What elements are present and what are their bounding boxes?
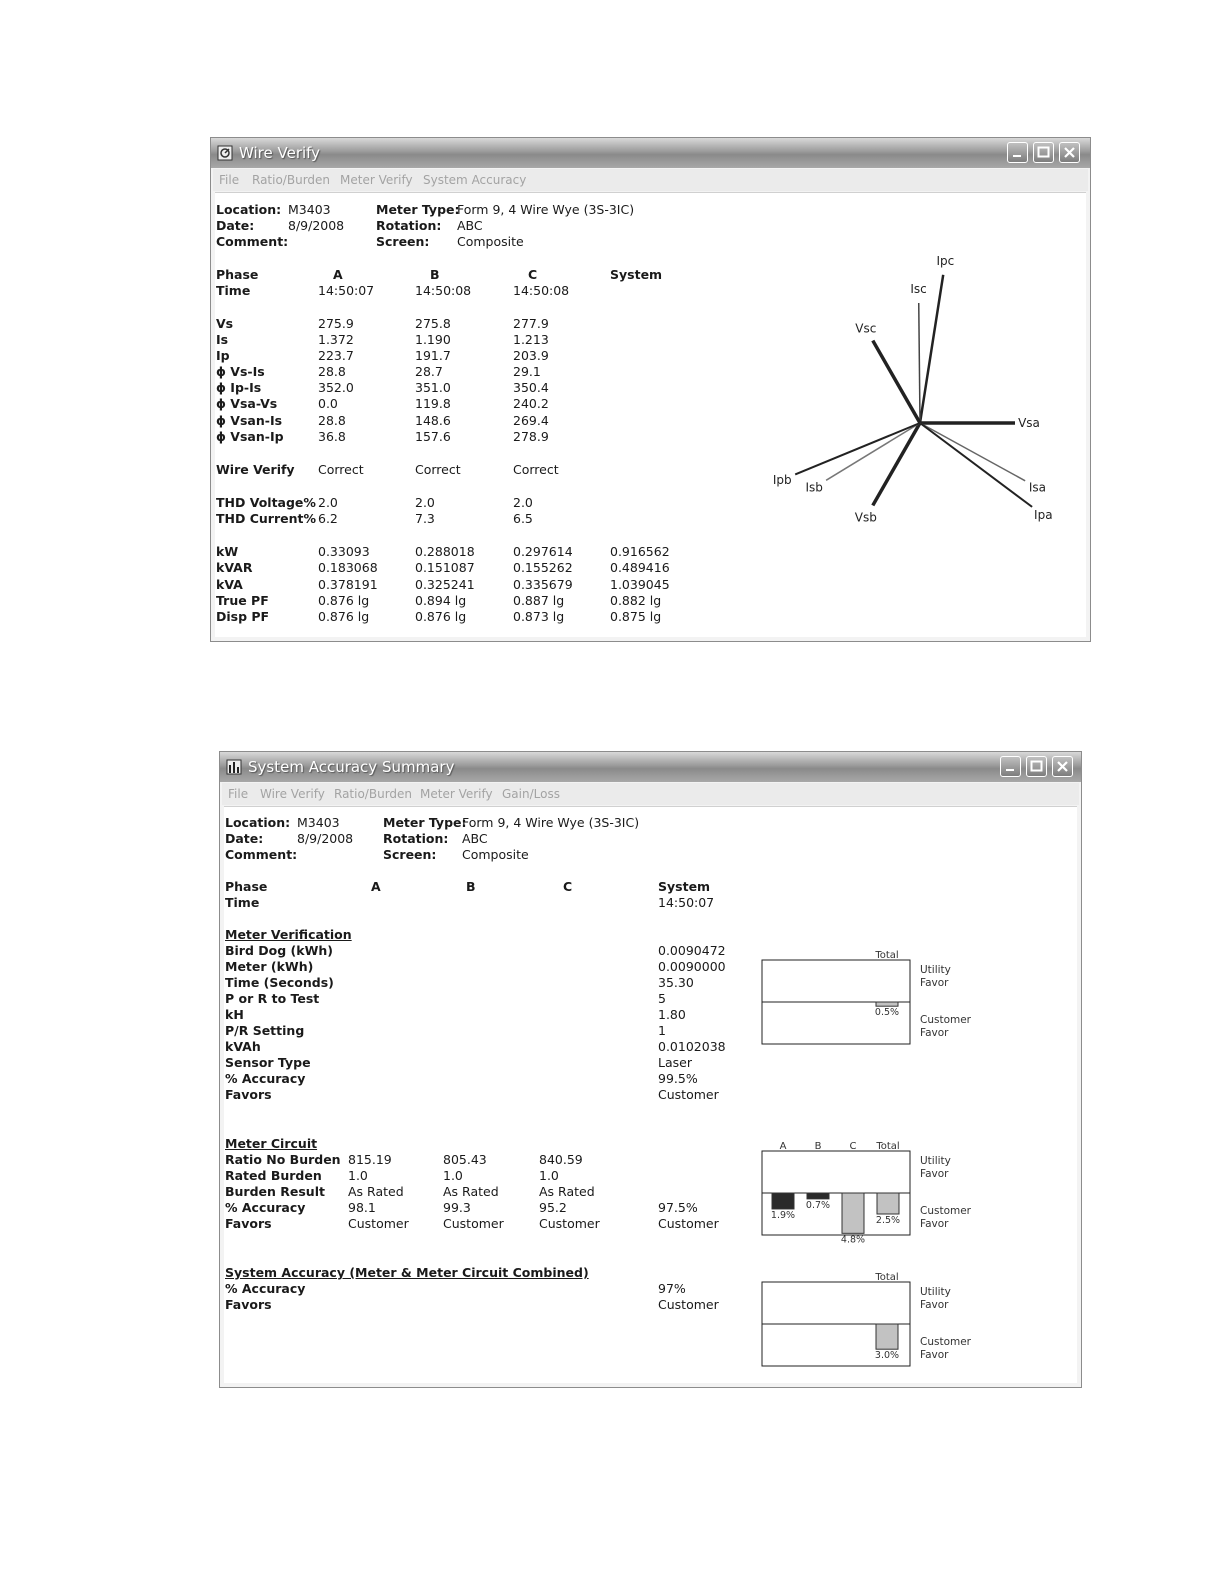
meter-verification-heading: Meter Verification [225,927,352,942]
date-label: Date: [216,218,255,233]
row-label: P or R to Test [225,991,320,1006]
cell-a: 1.0 [348,1168,368,1183]
meter-type-label: Meter Type: [376,202,460,217]
meter-circuit-heading: Meter Circuit [225,1136,318,1151]
cell-a: 275.9 [318,316,354,331]
row-label: Rated Burden [225,1168,322,1183]
svg-text:Vsb: Vsb [854,510,877,525]
cell-a: 0.183068 [318,560,378,575]
cell-b: 99.3 [443,1200,471,1215]
bar-b [807,1193,829,1199]
cell-b: 0.894 lg [415,593,467,608]
cell-c: 29.1 [513,364,541,379]
screen-value: Composite [457,234,524,249]
row-label: ϕ Vsan-Ip [216,429,284,444]
cell-b: 14:50:08 [415,283,472,298]
cell-b: As Rated [443,1184,499,1199]
row-label: THD Current% [216,511,316,526]
menu-gain-loss[interactable]: Gain/Loss [502,787,560,801]
system-accuracy-menubar [222,783,1079,805]
legend-customer: Customer [920,1014,972,1026]
cell-system: Customer [658,1297,719,1312]
cell-c: 240.2 [513,396,549,411]
menu-wire-verify[interactable]: Wire Verify [260,787,325,801]
row-label: Sensor Type [225,1055,311,1070]
phasor-diagram [760,253,1060,563]
value-label-b: 0.7% [805,1199,831,1211]
col-system: System [610,267,663,282]
cell-b: 1.0 [443,1168,463,1183]
combined-heading: System Accuracy (Meter & Meter Circuit Combined) [225,1265,589,1280]
legend-utility: Utility [920,964,951,976]
col-a: A [371,879,381,894]
row-label: Vs [216,316,234,331]
legend-customer-favor: Favor [920,1027,949,1039]
row-label: P/R Setting [225,1023,305,1038]
maximize-button[interactable] [1033,142,1054,163]
system-accuracy-window [219,751,1082,1388]
cell-system: 1.80 [658,1007,686,1022]
cell-c: 350.4 [513,380,549,395]
cell-a: 0.0 [318,396,338,411]
cell-a: 815.19 [348,1152,392,1167]
cell-b: 805.43 [443,1152,487,1167]
bar-total [876,1002,898,1006]
legend-utility-favor: Favor [920,977,949,989]
category-label-c: C [849,1141,857,1152]
minimize-button[interactable] [1007,142,1028,163]
menu-meter-verify[interactable]: Meter Verify [420,787,493,801]
bar-chart-icon [226,759,242,775]
system-accuracy-titlebar[interactable] [220,752,1081,782]
row-label: kW [216,544,239,559]
svg-text:Vsc: Vsc [855,321,877,336]
cell-b: 157.6 [415,429,451,444]
wire-verify-menubar [213,169,1088,191]
row-label: Is [216,332,229,347]
legend-utility: Utility [920,1155,951,1167]
wire-verify-content [215,192,1086,637]
row-label: Time [216,283,251,298]
cell-a: 0.876 lg [318,609,370,624]
menu-file[interactable]: File [228,787,249,801]
cell-system: Customer [658,1087,719,1102]
legend-utility: Utility [920,1286,951,1298]
row-label: ϕ Ip-Is [216,380,262,395]
row-label: Disp PF [216,609,270,624]
svg-text:Isc: Isc [910,282,927,297]
cell-system: 0.0090000 [658,959,726,974]
cell-a: 0.33093 [318,544,370,559]
phasor-Vsc [855,321,920,423]
cell-system: 97% [658,1281,686,1296]
svg-text:Isb: Isb [805,480,823,495]
row-label: Time (Seconds) [225,975,334,990]
meter-circuit-chart [754,1133,979,1246]
rotation-value: ABC [462,831,488,846]
cell-b: 7.3 [415,511,435,526]
cell-b: 191.7 [415,348,451,363]
location-label: Location: [216,202,282,217]
cell-c: 840.59 [539,1152,583,1167]
cell-c: 0.335679 [513,577,573,592]
cell-b: Customer [443,1216,504,1231]
close-button[interactable] [1052,756,1073,777]
row-label: Wire Verify [216,462,295,477]
bar-a [772,1193,794,1209]
wire-verify-window [210,137,1091,642]
cell-c: 2.0 [513,495,533,510]
cell-c: 203.9 [513,348,549,363]
menu-meter-verify[interactable]: Meter Verify [340,173,413,187]
phasor-Vsa [920,416,1040,430]
cell-c: 278.9 [513,429,549,444]
legend-customer-favor: Favor [920,1218,949,1230]
phasor-Vsb [855,423,920,525]
cell-c: Correct [513,462,559,477]
cell-b: 1.190 [415,332,451,347]
value-label-total: 2.5% [875,1215,901,1226]
value-label-total: 0.5% [874,1007,900,1019]
cell-system: 1 [658,1023,666,1038]
cell-system: 0.0102038 [658,1039,726,1054]
cell-b: 0.325241 [415,577,475,592]
cell-system: Customer [658,1216,719,1231]
rotation-value: ABC [457,218,483,233]
row-label: Favors [225,1087,272,1102]
category-label-a: A [779,1141,787,1152]
svg-text:Ipa: Ipa [1034,508,1053,523]
col-b: B [466,879,476,894]
screen-label: Screen: [383,847,437,862]
row-label: ϕ Vsa-Vs [216,396,278,411]
cell-a: 6.2 [318,511,338,526]
row-label: kVAR [216,560,253,575]
row-label: kVA [216,577,243,592]
row-label: True PF [216,593,269,608]
legend-utility-favor: Favor [920,1299,949,1311]
cell-c: 95.2 [539,1200,567,1215]
cell-a: 223.7 [318,348,354,363]
meter-type-value: Form 9, 4 Wire Wye (3S-3IC) [462,815,640,830]
cell-system: 99.5% [658,1071,698,1086]
row-label: Ratio No Burden [225,1152,341,1167]
cell-c: 277.9 [513,316,549,331]
svg-text:Isa: Isa [1028,480,1047,495]
rotation-label: Rotation: [376,218,442,233]
meter-verification-chart [754,942,979,1052]
category-label-total: Total [875,1272,899,1283]
cell-a: 2.0 [318,495,338,510]
screen-value: Composite [462,847,529,862]
svg-text:Vsa: Vsa [1018,416,1040,430]
value-label-a: 1.9% [770,1209,796,1221]
row-label: % Accuracy [225,1200,306,1215]
time-system: 14:50:07 [658,895,715,910]
cell-a: 98.1 [348,1200,376,1215]
window-title: System Accuracy Summary [248,758,455,776]
comment-label: Comment: [216,234,289,249]
cell-system: Laser [658,1055,692,1070]
cell-b: 2.0 [415,495,435,510]
phasor-Isb [805,423,920,495]
category-label-b: B [814,1141,822,1152]
cell-c: Customer [539,1216,600,1231]
meter-type-label: Meter Type: [383,815,467,830]
cell-system: 0.882 lg [610,593,662,608]
cell-c: 0.887 lg [513,593,565,608]
legend-customer: Customer [920,1205,972,1217]
cell-a: 14:50:07 [318,283,375,298]
svg-text:Ipb: Ipb [772,472,792,487]
row-label: Meter (kWh) [225,959,314,974]
col-c: C [563,879,573,894]
col-phase: Phase [225,879,268,894]
cell-c: As Rated [539,1184,595,1199]
phasor-Ipb [773,423,920,487]
col-b: B [430,267,440,282]
cell-b: Correct [415,462,461,477]
cell-c: 14:50:08 [513,283,570,298]
bar-total [876,1324,898,1349]
phasor-Isa [920,423,1046,495]
cell-system: 1.039045 [610,577,670,592]
row-label: Burden Result [225,1184,325,1199]
cell-b: 275.8 [415,316,451,331]
row-label: % Accuracy [225,1281,306,1296]
phasor-Ipa [920,423,1053,522]
cell-system: 0.875 lg [610,609,662,624]
cell-a: 36.8 [318,429,346,444]
location-value: M3403 [297,815,340,830]
cell-a: 0.876 lg [318,593,370,608]
date-label: Date: [225,831,264,846]
col-system: System [658,879,711,894]
cell-c: 0.297614 [513,544,573,559]
category-label-total: Total [876,1141,900,1152]
col-phase: Phase [216,267,259,282]
cell-c: 1.213 [513,332,549,347]
window-title: Wire Verify [239,144,321,162]
row-label: kVAh [225,1039,261,1054]
wire-verify-titlebar[interactable] [211,138,1090,168]
cell-system: 5 [658,991,666,1006]
cell-a: 0.378191 [318,577,378,592]
value-label-total: 3.0% [874,1350,900,1362]
screen-label: Screen: [376,234,430,249]
cell-b: 0.288018 [415,544,475,559]
row-label: Ip [216,348,230,363]
cell-system: 97.5% [658,1200,698,1215]
time-label: Time [225,895,260,910]
cell-b: 0.876 lg [415,609,467,624]
svg-text:Ipc: Ipc [936,253,955,268]
rotation-label: Rotation: [383,831,449,846]
cell-a: Customer [348,1216,409,1231]
value-label-c: 4.8% [840,1234,866,1246]
phasor-Ipc [920,254,954,423]
cell-c: 0.155262 [513,560,573,575]
cell-b: 148.6 [415,413,451,428]
cell-a: 28.8 [318,364,346,379]
bar-total [877,1193,899,1214]
row-label: Favors [225,1216,272,1231]
date-value: 8/9/2008 [288,218,345,233]
cell-b: 119.8 [415,396,451,411]
cell-system: 0.916562 [610,544,670,559]
legend-customer: Customer [920,1336,972,1348]
cell-c: 6.5 [513,511,533,526]
cell-c: 0.873 lg [513,609,565,624]
cell-b: 28.7 [415,364,443,379]
row-label: Favors [225,1297,272,1312]
menu-ratio-burden[interactable]: Ratio/Burden [334,787,413,801]
cell-a: 352.0 [318,380,354,395]
col-c: C [528,267,538,282]
row-label: kH [225,1007,244,1022]
cell-a: 1.372 [318,332,354,347]
cell-a: Correct [318,462,364,477]
row-label: % Accuracy [225,1071,306,1086]
col-a: A [333,267,343,282]
cell-b: 351.0 [415,380,451,395]
maximize-button[interactable] [1026,756,1047,777]
row-label: THD Voltage% [216,495,316,510]
location-value: M3403 [288,202,331,217]
category-label-total: Total [875,950,899,961]
system-accuracy-content [224,806,1077,1383]
row-label: ϕ Vs-Is [216,364,265,379]
menu-file[interactable]: File [219,173,240,187]
legend-utility-favor: Favor [920,1168,949,1180]
menu-ratio-burden[interactable]: Ratio/Burden [252,173,331,187]
system-accuracy-chart [754,1264,979,1374]
menu-system-accuracy[interactable]: System Accuracy [423,173,527,187]
cell-system: 0.0090472 [658,943,726,958]
row-label: ϕ Vsan-Is [216,413,283,428]
minimize-button[interactable] [1000,756,1021,777]
meter-type-value: Form 9, 4 Wire Wye (3S-3IC) [457,202,635,217]
cell-c: 269.4 [513,413,549,428]
date-value: 8/9/2008 [297,831,354,846]
cell-system: 0.489416 [610,560,670,575]
close-button[interactable] [1059,142,1080,163]
row-label: Bird Dog (kWh) [225,943,333,958]
cell-a: As Rated [348,1184,404,1199]
cell-system: 35.30 [658,975,694,990]
cell-a: 28.8 [318,413,346,428]
cell-c: 1.0 [539,1168,559,1183]
location-label: Location: [225,815,291,830]
bar-c [842,1193,864,1233]
cell-b: 0.151087 [415,560,475,575]
wire-verify-app-icon [217,145,233,161]
comment-label: Comment: [225,847,298,862]
legend-customer-favor: Favor [920,1349,949,1361]
